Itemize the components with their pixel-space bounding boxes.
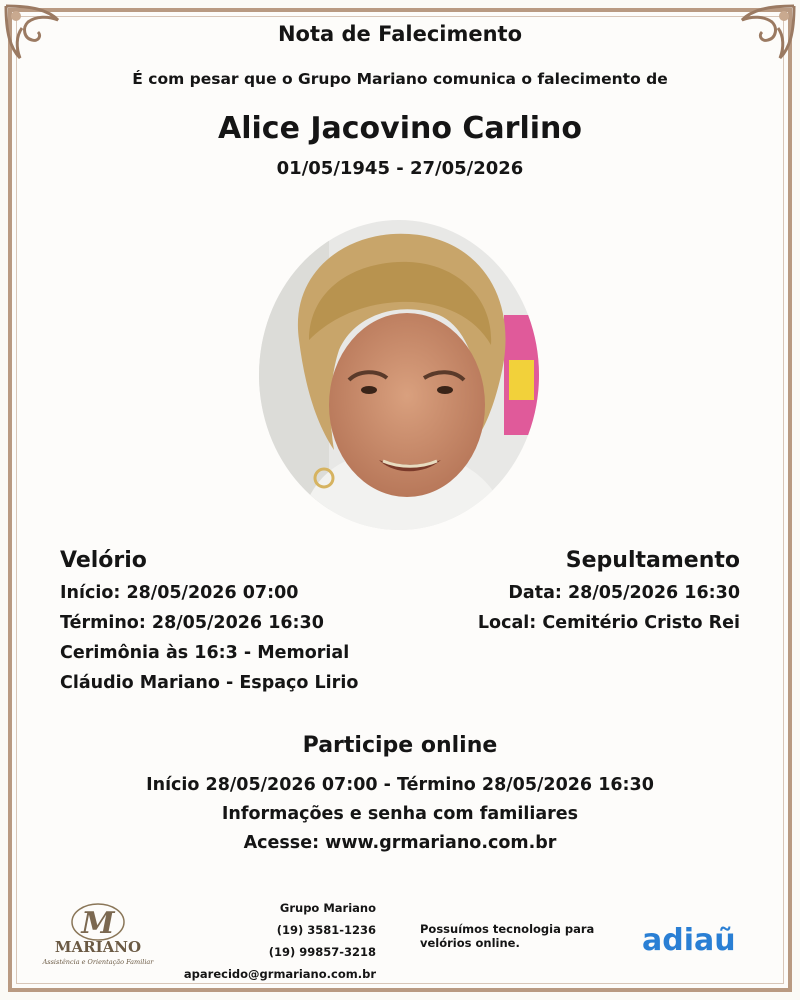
sepultamento-section: [420, 546, 740, 638]
contact-phone[interactable]: (19) 3581-1236: [276, 923, 376, 937]
mariano-logo: [40, 900, 160, 970]
online-heading: Participe online: [302, 733, 498, 758]
sepultamento-line: Local: Cemitério Cristo Rei: [477, 613, 740, 633]
velorio-heading: Velório: [60, 548, 147, 573]
svg-text:Assistência e Orientação Famil: Assistência e Orientação Familiar: [42, 958, 154, 966]
portrait-photo: [259, 220, 539, 530]
tech-note: Possuímos tecnologia para velórios online.: [420, 922, 595, 950]
contact-email[interactable]: aparecido@grmariano.com.br: [183, 967, 376, 981]
deceased-name: Alice Jacovino Carlino: [218, 111, 582, 146]
velorio-line: Cláudio Mariano - Espaço Lirio: [60, 673, 359, 693]
contact-block: [146, 897, 376, 985]
svg-text:M: M: [81, 906, 115, 941]
velorio-line: Início: 28/05/2026 07:00: [60, 583, 299, 603]
velorio-line: Término: 28/05/2026 16:30: [60, 613, 324, 633]
velorio-section: [60, 546, 380, 698]
sepultamento-heading: Sepultamento: [565, 548, 740, 573]
svg-text:adiaũ: adiaũ: [642, 923, 736, 958]
sepultamento-line: Data: 28/05/2026 16:30: [508, 583, 740, 603]
online-schedule: Início 28/05/2026 07:00 - Término 28/05/2026 16:30: [146, 775, 654, 795]
velorio-line: Cerimônia às 16:3 - Memorial: [60, 643, 350, 663]
contact-company: Grupo Mariano: [279, 901, 376, 915]
online-website: Acesse: www.grmariano.com.br: [243, 833, 557, 853]
adiau-logo: [642, 918, 762, 958]
online-info: Informações e senha com familiares: [221, 804, 579, 824]
contact-mobile[interactable]: (19) 99857-3218: [268, 945, 376, 959]
svg-text:MARIANO: MARIANO: [54, 938, 142, 956]
intro-text: É com pesar que o Grupo Mariano comunica o falecimento de: [132, 70, 668, 88]
page-title: Nota de Falecimento: [277, 22, 523, 46]
life-dates: 01/05/1945 - 27/05/2026: [276, 158, 524, 179]
